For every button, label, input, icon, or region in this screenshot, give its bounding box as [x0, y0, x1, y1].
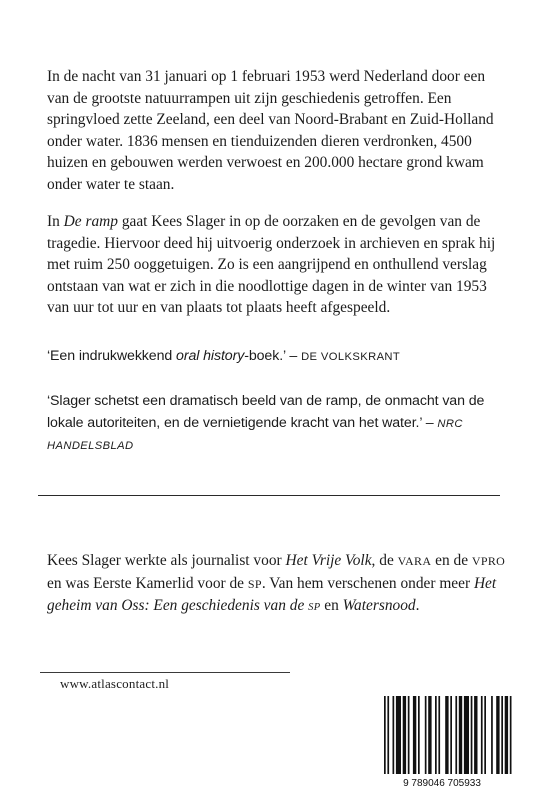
barcode-bar: [484, 696, 486, 774]
description-paragraph-2: [47, 211, 507, 319]
bio-text-1: Kees Slager werkte als journalist voor: [47, 552, 286, 569]
barcode-bar: [438, 696, 440, 774]
bio-text-6: en: [320, 597, 343, 614]
barcode-bar: [393, 696, 395, 774]
bio-text-4: en was Eerste Kamerlid voor de: [47, 574, 248, 592]
isbn-barcode: [372, 690, 512, 790]
barcode-bar: [455, 696, 457, 774]
barcode-digits: 9 789046 705933: [403, 778, 481, 789]
review-quote-volkskrant: [47, 346, 507, 369]
quote-2-text: ‘Slager schetst een dramatisch beeld van de ramp, de onmacht van de lokale autoriteiten, en de vernietigende kracht van het water.’ –: [47, 393, 485, 431]
barcode-bar: [418, 696, 420, 774]
barcode-bar: [481, 696, 483, 774]
paragraph-2-after: gaat Kees Slager in op de oorzaken en de gevolgen van de tragedie. Hiervoor deed hij uitvoerig onderzoek in archieven en sprak hij met ruim 250 ooggetuigen. Zo is een aangrijpend en onthullend verslag ontstaan van wat er zich in die noodlottige dagen in de winter van 1953 van uur tot uur en van plaats tot plaats heeft afgespeeld.: [47, 213, 496, 316]
quote-1-open: ‘Een indrukwekkend: [47, 348, 177, 364]
paragraph-2-before: In: [47, 213, 64, 230]
barcode-bar: [471, 696, 473, 774]
barcode-bar: [505, 696, 508, 774]
publisher-url[interactable]: www.atlascontact.nl: [60, 676, 170, 691]
bio-italic-2: Het geheim van Oss: Een geschiedenis van de: [47, 574, 497, 614]
barcode-bar: [396, 696, 401, 774]
bio-smallcaps-vara: VARA: [397, 554, 432, 568]
bio-text-2: , de: [371, 552, 398, 569]
quote-1-italic: oral history: [176, 348, 245, 364]
barcode-bar: [464, 696, 469, 774]
bio-smallcaps-vpro: VPRO: [471, 554, 506, 568]
footer-rule: [40, 672, 290, 673]
barcode-bar: [413, 696, 416, 774]
barcode-bar: [459, 696, 462, 774]
quote-1-source: DE VOLKSKRANT: [301, 351, 401, 363]
quote-1-close: -boek.’ –: [244, 348, 302, 364]
barcode-bars: [384, 696, 512, 774]
barcode-bar: [408, 696, 410, 774]
review-quote-nrc: [47, 391, 507, 458]
barcode-bar: [435, 696, 437, 774]
bio-smallcaps-sp: SP: [247, 576, 262, 591]
barcode-bar: [403, 696, 406, 774]
barcode-bar: [501, 696, 503, 774]
barcode-bar: [384, 696, 386, 774]
barcode-bar: [510, 696, 512, 774]
bio-italic-3: Watersnood: [342, 597, 416, 614]
description-paragraph-1: In de nacht van 31 januari op 1 februari 1953 werd Nederland door een van de grootste natuurrampen uit zijn geschiedenis getroffen. Een springvloed zette Zeeland, een deel van Noord-Brabant en Zuid-Holland onder water. 1836 mensen en tienduizenden dieren verdronken, 4500 huizen en gebouwen werden verwoest en 200.000 hectare grond kwam onder water te staan.: [47, 68, 494, 193]
barcode-bar: [474, 696, 477, 774]
barcode-bar: [450, 696, 452, 774]
quote-2-source: NRC HANDELSBLAD: [47, 417, 463, 452]
section-divider: [38, 495, 500, 496]
bio-text-5: . Van hem verschenen onder meer: [261, 574, 474, 592]
barcode-bar: [428, 696, 431, 774]
bio-text-3: en de: [431, 552, 472, 569]
barcode-bar: [491, 696, 493, 774]
barcode-bar: [445, 696, 448, 774]
barcode-bar: [387, 696, 389, 774]
bio-smallcaps-sp-2: SP: [308, 602, 321, 613]
barcode-bar: [425, 696, 427, 774]
author-bio: [47, 550, 507, 619]
bio-italic-1: Het Vrije Volk: [285, 552, 372, 569]
book-title-inline: De ramp: [63, 213, 118, 230]
barcode-bar: [496, 696, 499, 774]
bio-text-7: .: [415, 597, 420, 614]
